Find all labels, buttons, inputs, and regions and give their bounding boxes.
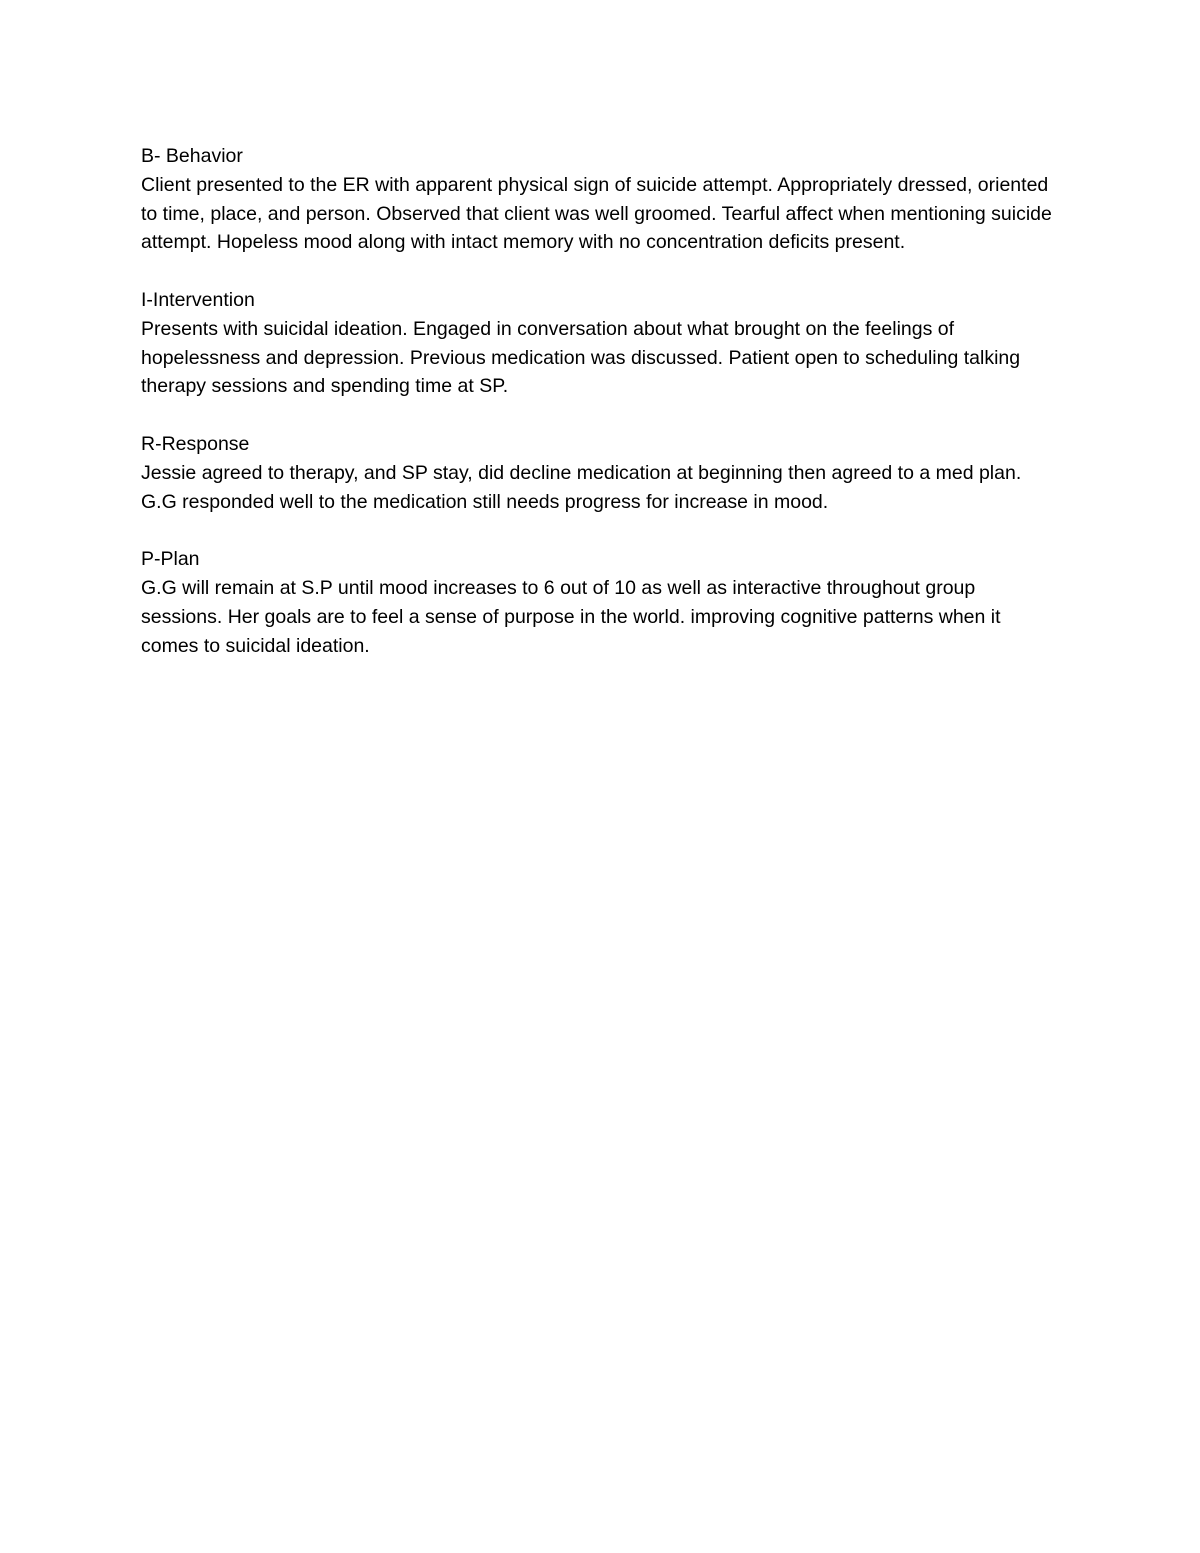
section-text-behavior: Client presented to the ER with apparent physical sign of suicide attempt. Appropriately dressed, oriented to time, place, and person. Observed that client was well groomed. Tearful affect when mentioning suicide attempt. Hopeless mood along with intact memory with no concentration deficits present. bbox=[141, 173, 1052, 254]
section-response bbox=[141, 430, 1061, 516]
section-plan bbox=[141, 545, 1061, 660]
section-heading-behavior: B- Behavior bbox=[141, 145, 243, 167]
section-text-plan: G.G will remain at S.P until mood increases to 6 out of 10 as well as interactive throughout group sessions. Her goals are to feel a sense of purpose in the world. improving cognitive patterns when it comes to suicidal ideation. bbox=[141, 576, 1001, 657]
section-text-intervention: Presents with suicidal ideation. Engaged in conversation about what brought on the feelings of hopelessness and depression. Previous medication was discussed. Patient open to scheduling talking therapy sessions and spending time at SP. bbox=[141, 317, 1021, 398]
section-text-response: Jessie agreed to therapy, and SP stay, did decline medication at beginning then agreed to a med plan. G.G responded well to the medication still needs progress for increase in mood. bbox=[141, 461, 1022, 513]
section-heading-response: R-Response bbox=[141, 432, 250, 455]
document-body bbox=[141, 142, 1061, 689]
section-heading-plan: P-Plan bbox=[141, 548, 200, 571]
section-heading-intervention: I-Intervention bbox=[141, 288, 255, 311]
section-behavior bbox=[141, 142, 1061, 257]
section-intervention bbox=[141, 286, 1061, 401]
